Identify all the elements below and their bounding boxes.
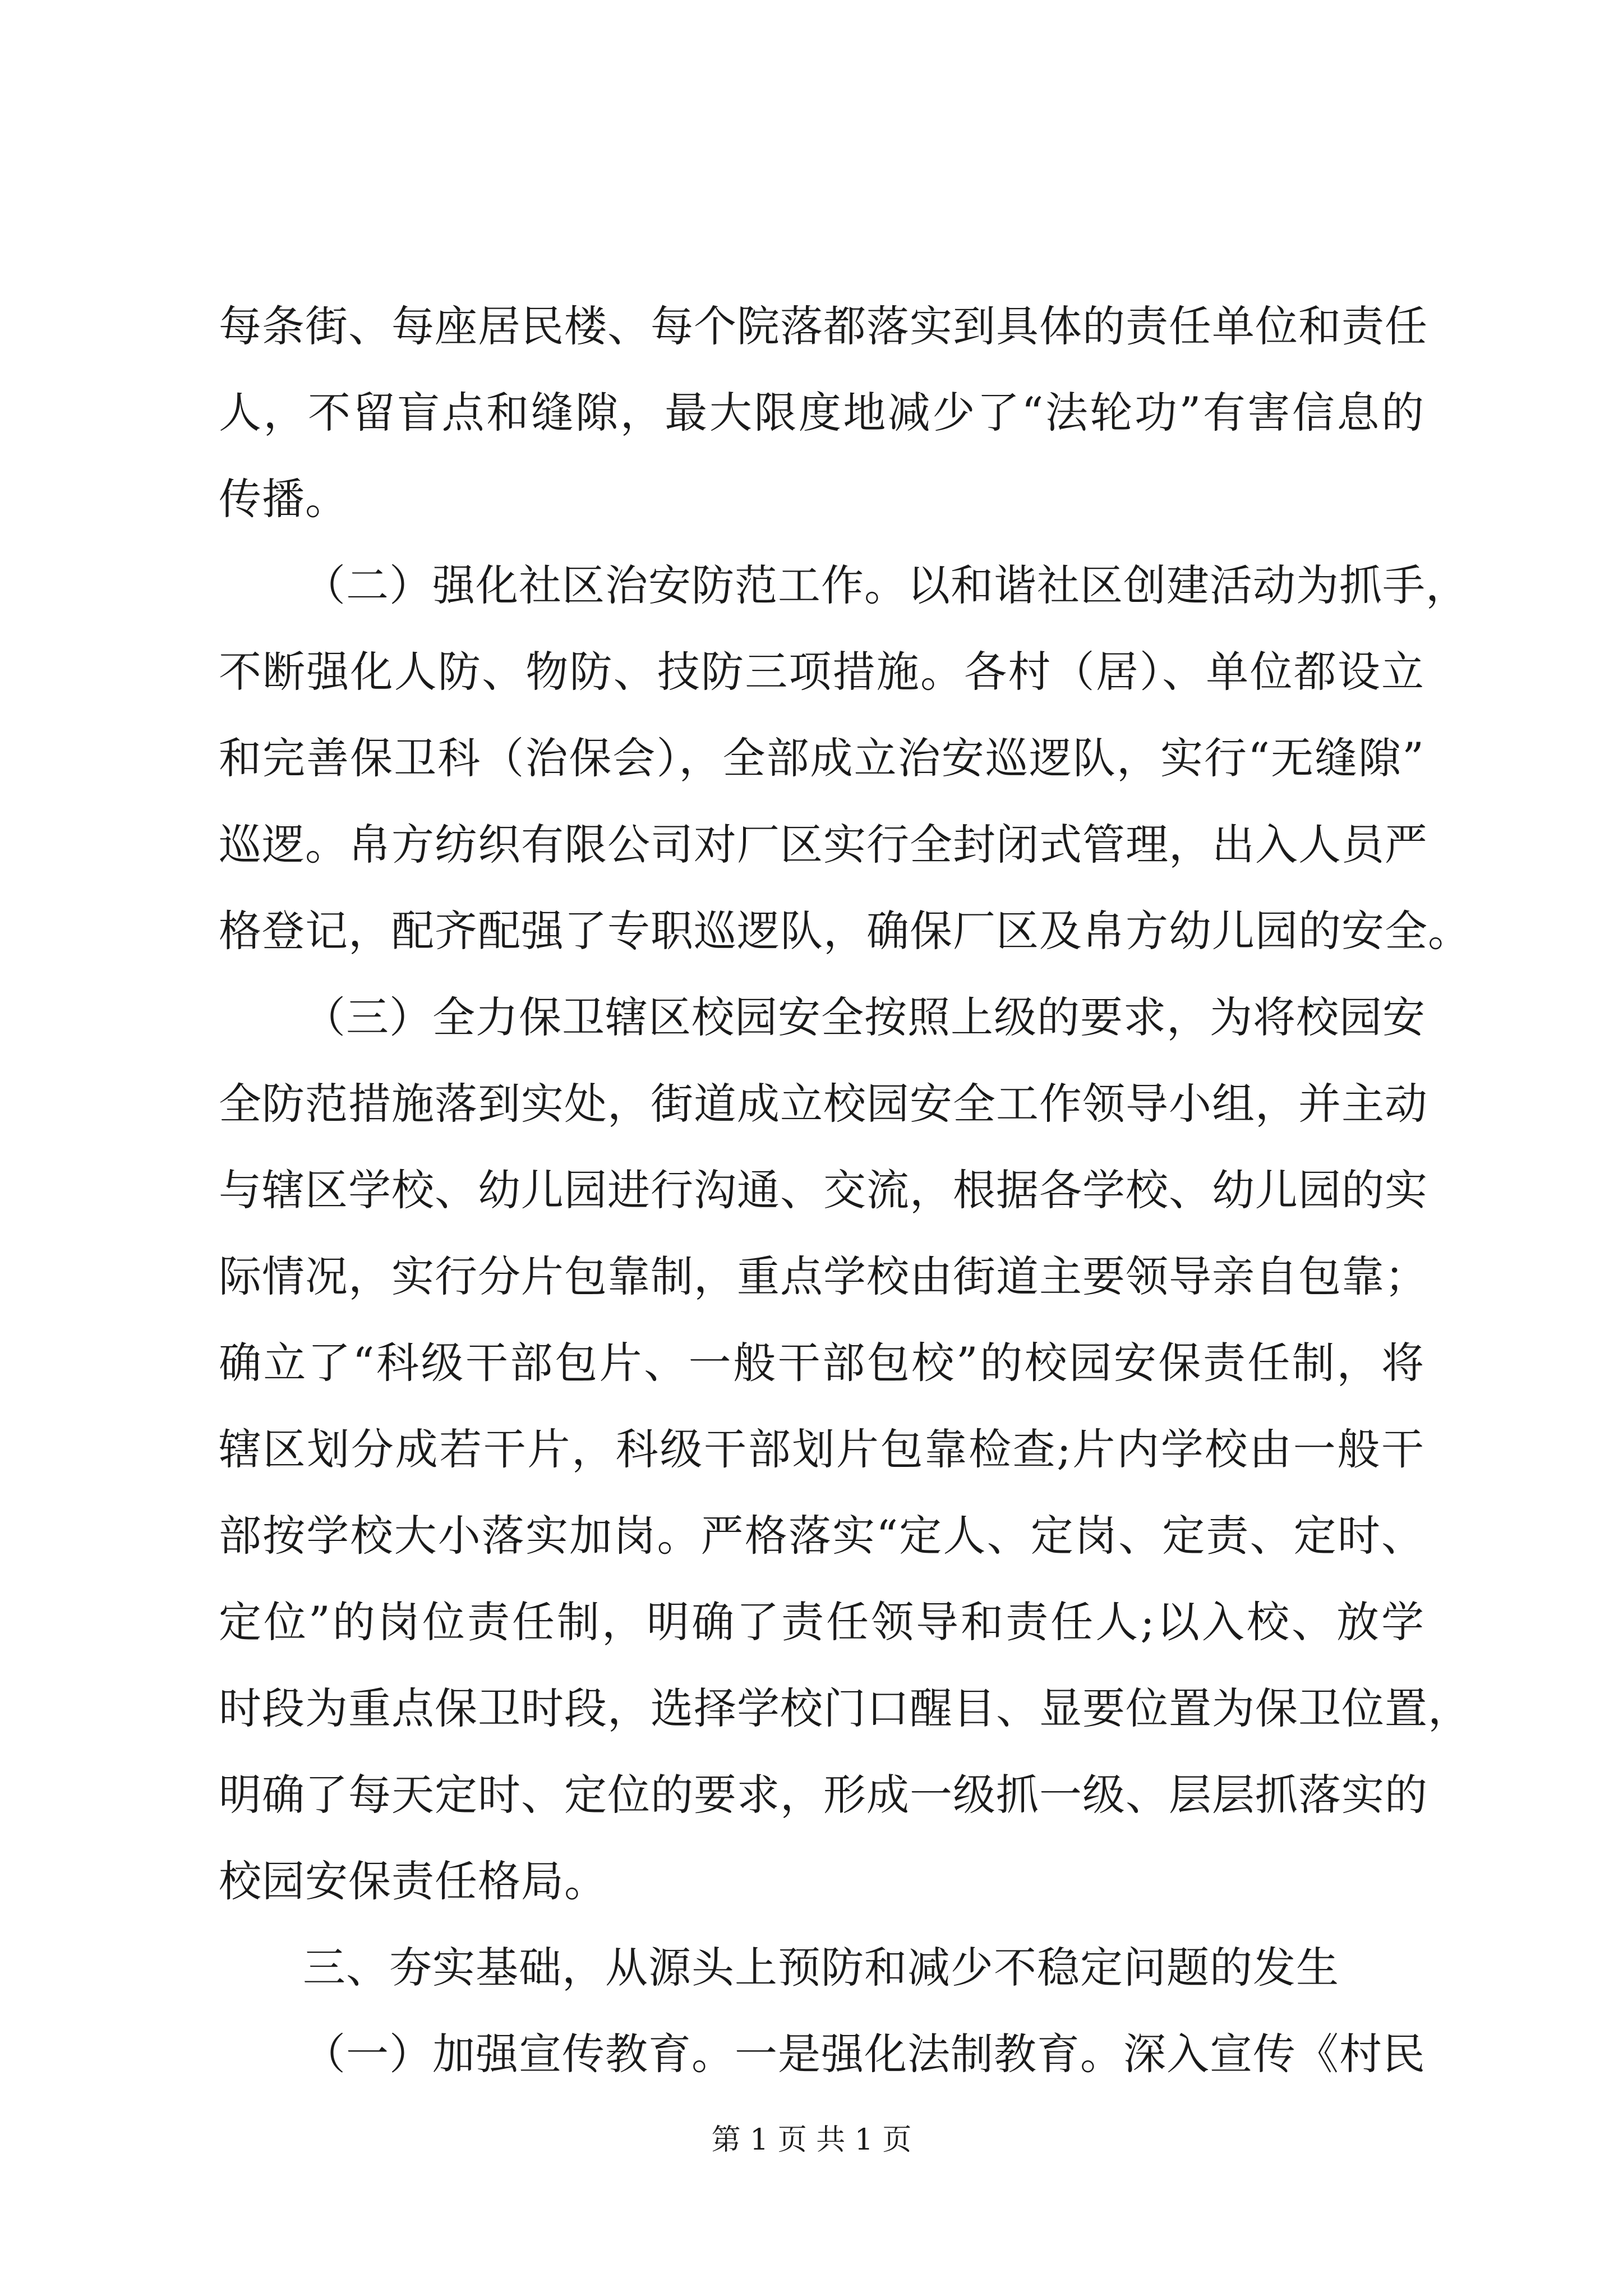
text-line: 与辖区学校、幼儿园进行沟通、交流，根据各学校、幼儿园的实 bbox=[219, 1165, 1428, 1215]
text-line: 确立了“科级干部包片、一般干部包校”的校园安保责任制，将 bbox=[219, 1338, 1424, 1388]
section-heading: 三、夯实基础，从源头上预防和减少不稳定问题的发生 bbox=[303, 1943, 1339, 1993]
text-line: 时段为重点保卫时段，选择学校门口醒目、显要位置为保卫位置， bbox=[219, 1683, 1471, 1733]
text-line: 校园安保责任格局。 bbox=[219, 1856, 607, 1906]
text-line: 人，不留盲点和缝隙，最大限度地减少了“法轮功”有害信息的 bbox=[219, 388, 1424, 438]
text-line: 传播。 bbox=[219, 474, 348, 524]
text-line: 和完善保卫科（治保会），全部成立治安巡逻队，实行“无缝隙” bbox=[219, 733, 1424, 783]
page-footer: 第 1 页 共 1 页 bbox=[711, 2123, 912, 2157]
text-line: 际情况，实行分片包靠制，重点学校由街道主要领导亲自包靠； bbox=[219, 1251, 1428, 1301]
text-line: （三）全力保卫辖区校园安全按照上级的要求，为将校园安 bbox=[303, 992, 1426, 1042]
text-line: （二）强化社区治安防范工作。以和谐社区创建活动为抓手， bbox=[303, 560, 1469, 610]
document-body bbox=[219, 283, 1471, 2097]
text-line: 定位”的岗位责任制，明确了责任领导和责任人;以入校、放学 bbox=[219, 1597, 1424, 1647]
text-line: 部按学校大小落实加岗。严格落实“定人、定岗、定责、定时、 bbox=[219, 1511, 1424, 1561]
text-line: 巡逻。帛方纺织有限公司对厂区实行全封闭式管理，出入人员严 bbox=[219, 820, 1428, 869]
text-line: 不断强化人防、物防、技防三项措施。各村（居）、单位都设立 bbox=[219, 647, 1424, 697]
text-line: 全防范措施落到实处，街道成立校园安全工作领导小组，并主动 bbox=[219, 1079, 1428, 1129]
text-line: 格登记，配齐配强了专职巡逻队，确保厂区及帛方幼儿园的安全。 bbox=[219, 906, 1471, 956]
text-line: 每条街、每座居民楼、每个院落都落实到具体的责任单位和责任 bbox=[219, 301, 1428, 351]
text-line: 辖区划分成若干片，科级干部划片包靠检查;片内学校由一般干 bbox=[219, 1424, 1424, 1474]
text-line: 明确了每天定时、定位的要求，形成一级抓一级、层层抓落实的 bbox=[219, 1770, 1428, 1820]
text-line: （一）加强宣传教育。一是强化法制教育。深入宣传《村民 bbox=[303, 2029, 1426, 2079]
